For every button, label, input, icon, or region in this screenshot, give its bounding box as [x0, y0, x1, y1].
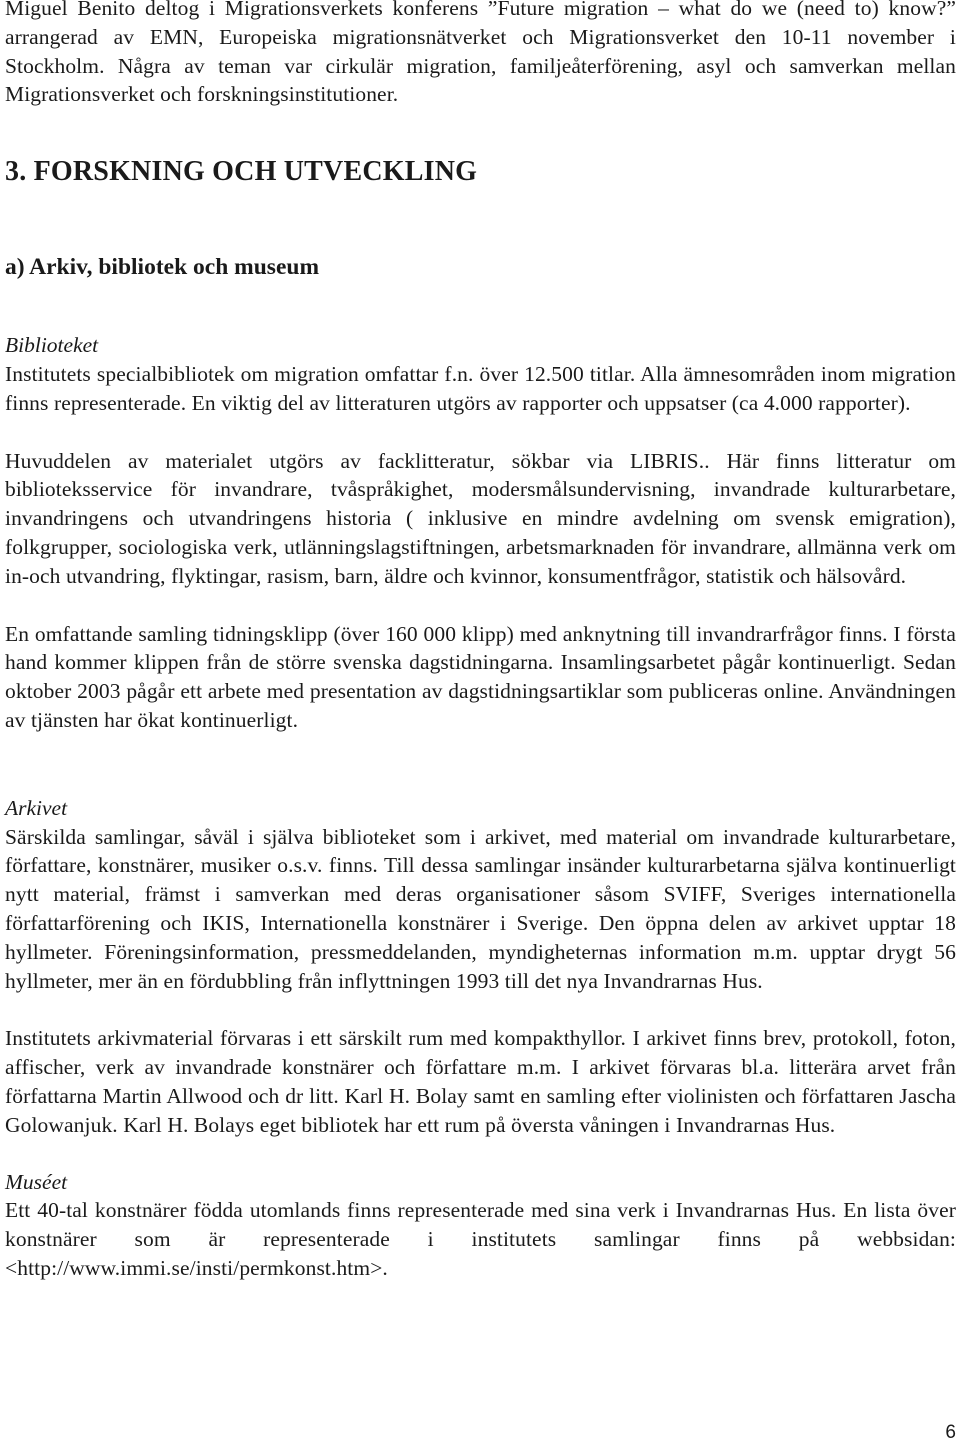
- document-page: [5, 0, 956, 1283]
- biblioteket-paragraph-1: Institutets specialbibliotek om migration omfattar f.n. över 12.500 titlar. Alla ämnesområden inom migration finns representerade. En viktig del av litteraturen utgörs av rapporter och uppsatser (ca 4.000 rapporter).: [5, 361, 956, 415]
- biblioteket-paragraph-3: En omfattande samling tidningsklipp (över 160 000 klipp) med anknytning till invandrarfrågor finns. I första hand kommer klippen från de större svenska dagstidningarna. Insamlingsarbetet pågår kontinuerligt. Sedan oktober 2003 pågår ett arbete med presentation av dagstidningsartiklar som publiceras online. Användningen av tjänsten har ökat kontinuerligt.: [5, 621, 956, 732]
- arkivet-paragraph-2: Institutets arkivmaterial förvaras i ett särskilt rum med kompakthyllor. I arkivet finns brev, protokoll, foton, affischer, verk av invandrade konstnärer och författare m.m. I arkivet förvaras bl.a. litterära arvet från författarna Martin Allwood och dr litt. Karl H. Bolay samt en samling efter violinisten och författaren Jascha Golowanjuk. Karl H. Bolays eget bibliotek har ett rum på översta våningen i Invandrarnas Hus.: [5, 1026, 956, 1137]
- arkivet-title: Arkivet: [5, 795, 68, 820]
- biblioteket-title: Biblioteket: [5, 333, 99, 358]
- subsection-heading: a) Arkiv, bibliotek och museum: [5, 254, 320, 281]
- museet-title: Muséet: [5, 1169, 68, 1194]
- arkivet-paragraph-1: Särskilda samlingar, såväl i själva biblioteket som i arkivet, med material om invandrade kulturarbetare, författare, konstnärer, musiker o.s.v. finns. Till dessa samlingar insänder kulturarbetarna själva kontinuerligt nytt material, främst i samverkan med deras organisationer såsom SVIFF, Sveriges internationella författarförening och IKIS, Internationella konstnärer i Sverige. Den öppna delen av arkivet upptar 18 hyllmeter. Föreningsinformation, pressmeddelanden, myndigheternas information m.m. upptar drygt 56 hyllmeter, mer än en fördubbling från inflyttningen 1993 till det nya Invandrarnas Hus.: [5, 824, 956, 993]
- biblioteket-paragraph-2: Huvuddelen av materialet utgörs av facklitteratur, sökbar via LIBRIS.. Här finns litteratur om biblioteksservice för invandrare, tvåspråkighet, modersmålsundervisning, invandrade kulturarbetare, invandringens och utvandringens historia ( inklusive en mindre avdelning om svensk emigration), folkgrupper, sociologiska verk, utlänningslagstiftningen, arbetsmarknaden för invandrare, allmänna verk om in-och utvandring, flyktingar, rasism, barn, äldre och kvinnor, konsumentfrågor, statistik och hälsovård.: [5, 448, 956, 588]
- section-heading: 3. FORSKNING OCH UTVECKLING: [5, 156, 478, 188]
- museet-paragraph-1: Ett 40-tal konstnärer födda utomlands finns representerade med sina verk i Invandrarnas Hus. En lista över konstnärer som är representerade i institutets samlingar finns på webbsidan: <http://www.immi.se/insti/permkonst.htm>.: [5, 1198, 956, 1280]
- page-number: 6: [945, 1422, 956, 1443]
- intro-paragraph: Miguel Benito deltog i Migrationsverkets konferens ”Future migration – what do we (need to) know?” arrangerad av EMN, Europeiska migrationsnätverket och Migrationsverket den 10-11 november i Stockholm. Några av teman var cirkulär migration, familjeåterförening, asyl och samverkan mellan Migrationsverket och forskningsinstitutioner.: [5, 0, 956, 107]
